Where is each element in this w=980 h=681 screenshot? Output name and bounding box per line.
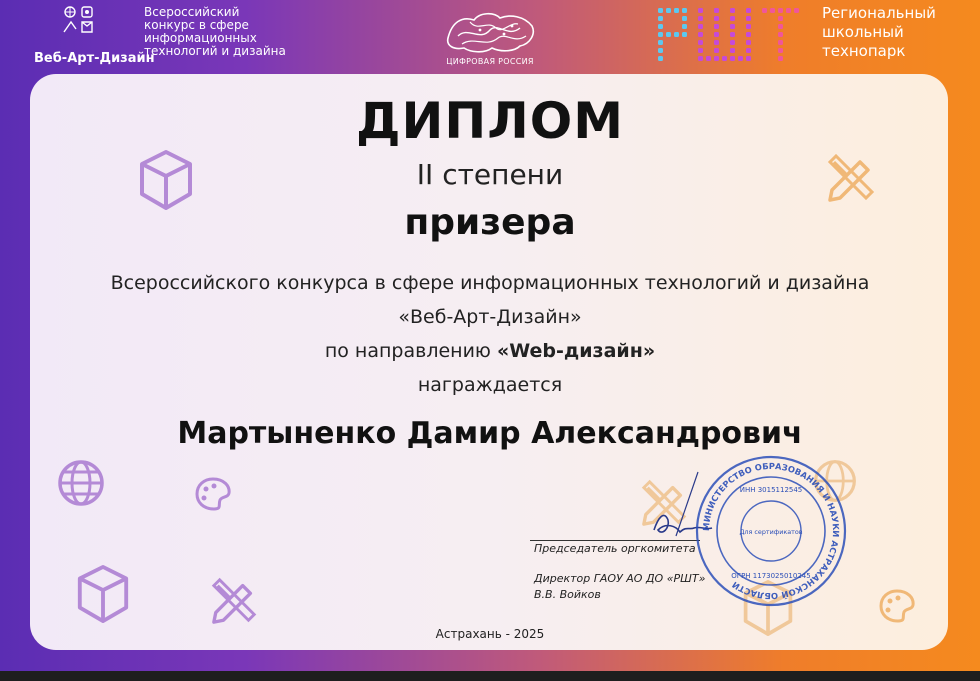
rsht-logo-dot [658,8,663,13]
city-year: Астрахань - 2025 [435,627,545,641]
rsht-logo-dot [682,8,687,13]
stamp-inn: ИНН 3015112545 [739,486,803,494]
rsht-logo-dot [698,8,703,13]
rsht-logo-dot [730,24,735,29]
rsht-logo-dot [698,56,703,61]
rsht-logo-dot [770,8,775,13]
rsht-logo-dot [746,48,751,53]
rsht-logo-dot [730,48,735,53]
rsht-logo-dot [778,40,783,45]
rsht-logo-dot [706,56,711,61]
digital-russia-logo-icon [440,8,540,56]
vad-logo-icon [62,6,132,36]
rsht-logo-dot [666,8,671,13]
rsht-logo-dot [666,32,671,37]
rsht-logo-dot [714,56,719,61]
rsht-logo-dot [714,24,719,29]
rsht-logo-dot [730,32,735,37]
rsht-logo-dot [698,40,703,45]
rsht-logo-dot [658,32,663,37]
palette-icon [878,588,916,624]
rsht-logo-dot [698,32,703,37]
rsht-logo-dot [682,16,687,21]
globe-icon [56,458,106,508]
rsht-logo-dot [698,24,703,29]
chairman-title: Председатель оргкомитета [534,542,696,555]
vad-desc-line: технологий и дизайна [144,44,286,58]
rsht-logo-dot [778,32,783,37]
rsht-logo-dot [746,16,751,21]
contest-direction [0,340,980,362]
vad-logo-block [34,5,286,66]
rsht-logo-dot [682,32,687,37]
diploma-title: ДИПЛОМ [355,92,624,150]
rsht-logo-dot [714,8,719,13]
rsht-text [822,4,936,61]
stamp-ring-text: МИНИСТЕРСТВО ОБРАЗОВАНИЯ И НАУКИ АСТРАХАНСКОЙ ОБЛАСТИ [700,460,842,602]
pencil-ruler-icon [210,576,260,626]
rsht-logo-dot [658,40,663,45]
stamp-center: Для сертификатов [739,528,803,536]
rsht-logo-dot [714,40,719,45]
rsht-logo-dot [746,32,751,37]
vad-description [144,6,294,58]
rsht-logo-dot [746,40,751,45]
palette-icon [194,476,232,512]
rsht-logo-dot [730,40,735,45]
contest-name: «Веб-Арт-Дизайн» [398,306,582,328]
rsht-logo-dot [698,16,703,21]
vad-desc-line: Всероссийский [144,5,240,19]
rsht-logo-dot [738,56,743,61]
rsht-line: Региональный [822,4,936,22]
rsht-logo-dot [778,8,783,13]
rsht-logo-dot [762,8,767,13]
rsht-logo-dot [730,8,735,13]
director-name: В.В. Войков [534,588,601,601]
rsht-logo-dot [746,8,751,13]
diploma-rank: призера [404,202,576,243]
rsht-logo-dot [778,16,783,21]
rsht-logo-dot [714,16,719,21]
rsht-line: технопарк [822,42,906,60]
rsht-logo-dot [794,8,799,13]
rsht-line: школьный [822,23,904,41]
rsht-logo-dot [778,24,783,29]
digital-russia-label: ЦИФРОВАЯ РОССИЯ [446,57,534,66]
rsht-logo-dot [714,32,719,37]
rsht-logo-dot [658,16,663,21]
rsht-logo-dot [722,56,727,61]
recipient-name: Мартыненко Дамир Александрович [177,416,803,451]
rsht-logo-dot [778,56,783,61]
contest-description: Всероссийского конкурса в сфере информационных технологий и дизайна [110,272,870,294]
rsht-logo-dot [658,56,663,61]
director-title: Директор ГАОУ АО ДО «РШТ» [534,572,706,585]
cube-icon [74,562,132,626]
rsht-logo-icon [656,6,806,62]
vad-name: Веб-Арт-Дизайн [34,51,155,66]
rsht-logo-dot [746,24,751,29]
stamp-ogrn: ОГРН 1173025010245 [731,572,811,580]
rsht-logo-dot [698,48,703,53]
vad-desc-line: информационных [144,31,257,45]
direction-name: «Web-дизайн» [496,340,656,362]
rsht-logo-dot [730,16,735,21]
rsht-logo-dot [730,56,735,61]
official-stamp-icon [694,454,848,608]
rsht-logo-dot [746,56,751,61]
rsht-logo-dot [682,24,687,29]
vad-desc-line: конкурс в сфере [144,18,249,32]
rsht-logo-dot [778,48,783,53]
diploma-degree: II степени [416,158,564,191]
awarded-label: награждается [417,374,563,396]
rsht-logo-dot [674,8,679,13]
rsht-logo-dot [658,48,663,53]
rsht-logo-dot [714,48,719,53]
rsht-logo-dot [658,24,663,29]
direction-prefix: по направлению [324,340,497,362]
signature-line [530,540,700,541]
rsht-logo-dot [674,32,679,37]
rsht-logo-dot [786,8,791,13]
